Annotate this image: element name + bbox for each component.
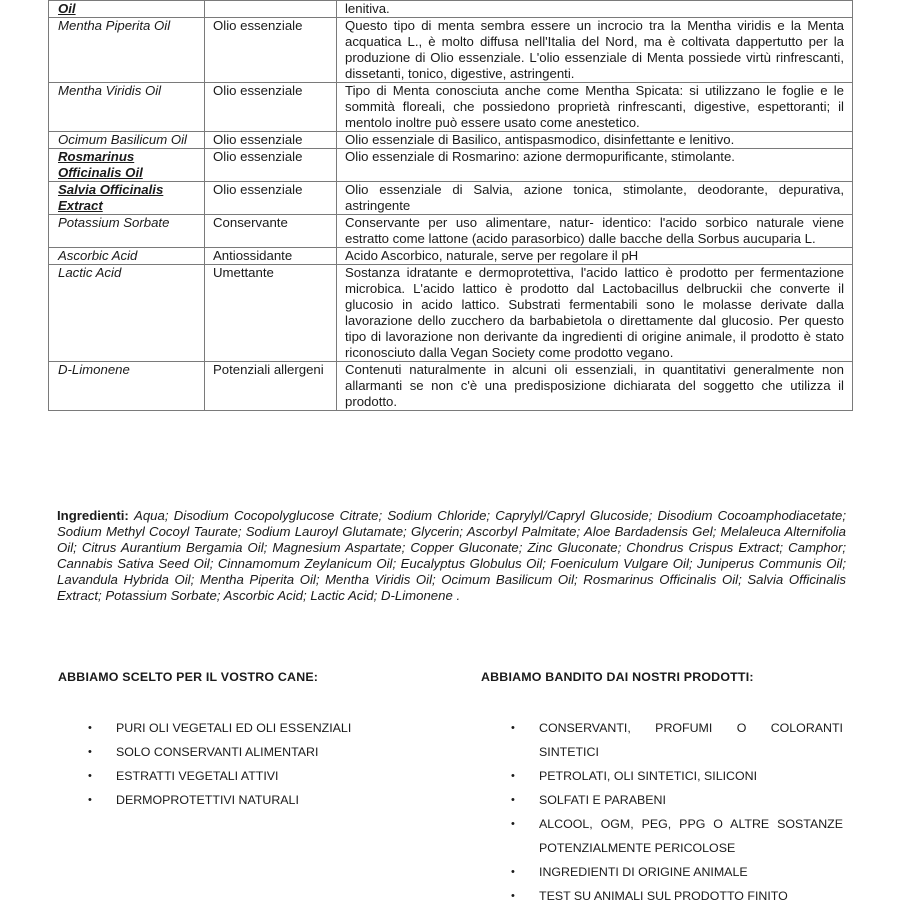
ingredients-paragraph — [57, 508, 846, 604]
ingredient-description: Tipo di Menta conosciuta anche come Mentha Spicata: si utilizzano le foglie e le sommità floreali, che possiedono proprietà rinfrescanti, digestive, espettoranti; il mentolo inoltre può essere usato come anestetico. — [337, 83, 853, 132]
ingredient-category: Antiossidante — [205, 248, 337, 265]
ingredients-table — [48, 0, 853, 411]
ingredient-category: Olio essenziale — [205, 132, 337, 149]
chosen-list — [58, 716, 438, 812]
ingredient-category: Olio essenziale — [205, 149, 337, 182]
list-item-text: SOLFATI E PARABENI — [539, 793, 666, 807]
banned-section — [481, 670, 843, 908]
bullet-icon: • — [88, 770, 92, 782]
table-row — [49, 1, 853, 18]
ingredient-category: Olio essenziale — [205, 18, 337, 83]
list-item-text: INGREDIENTI DI ORIGINE ANIMALE — [539, 865, 748, 879]
list-item-text: PETROLATI, OLI SINTETICI, SILICONI — [539, 769, 758, 783]
ingredients-label: Ingredienti: — [57, 508, 129, 524]
table-row — [49, 248, 853, 265]
chosen-section — [58, 670, 438, 812]
ingredient-category — [205, 1, 337, 18]
banned-heading: ABBIAMO BANDITO DAI NOSTRI PRODOTTI: — [481, 670, 754, 684]
list-item-text: PURI OLI VEGETALI ED OLI ESSENZIALI — [116, 721, 352, 735]
ingredient-name: Ascorbic Acid — [49, 248, 205, 265]
ingredient-name: Oil — [49, 1, 205, 18]
ingredient-name: Mentha Piperita Oil — [49, 18, 205, 83]
bullet-icon: • — [88, 746, 92, 758]
ingredient-description: Questo tipo di menta sembra essere un incrocio tra la Mentha viridis e la Menta acquatica L., è molto diffusa nell'Italia del Nord, ma è coltivata dappertutto per la produzione di Olio essenziale. L'olio essenziale di Menta possiede virtù rinfrescanti, dissetanti, tonico, digestive, astringenti. — [337, 18, 853, 83]
ingredients-list-text: Aqua; Disodium Cocopolyglucose Citrate; Sodium Chloride; Caprylyl/Capryl Glucoside; Disodium Cocoamphodiacetate; Sodium Methyl Cocoyl Taurate; Sodium Lauroyl Glutamate; Glycerin; Ascorbyl Palmitate; Aloe Bardadensis Gel; Melaleuca Alternifolia Oil; Citrus Aurantium Bergamia Oil; Magnesium Aspartate; Copper Gluconate; Zinc Gluconate; Chondrus Crispus Extract; Camphor; Cannabis Sativa Seed Oil; Cinnamomum Zeylanicum Oil; Eucalyptus Globulus Oil; Foeniculum Vulgare Oil; Juniperus Communis Oil; Lavandula Hybrida Oil; Mentha Piperita Oil; Mentha Viridis Oil; Ocimum Basilicum Oil; Rosmarinus Officinalis Oil; Salvia Officinalis Extract; Potassium Sorbate; Ascorbic Acid; Lactic Acid; D-Limonene . — [57, 508, 846, 604]
ingredient-name: Potassium Sorbate — [49, 215, 205, 248]
ingredient-description: Acido Ascorbico, naturale, serve per regolare il pH — [337, 248, 853, 265]
table-row — [49, 132, 853, 149]
table-row — [49, 265, 853, 362]
bullet-icon: • — [511, 818, 515, 830]
ingredient-category: Potenziali allergeni — [205, 362, 337, 411]
ingredient-description: Olio essenziale di Salvia, azione tonica, stimolante, deodorante, depurativa, astringente — [337, 182, 853, 215]
banned-list — [481, 716, 843, 908]
list-item-text: SOLO CONSERVANTI ALIMENTARI — [116, 745, 319, 759]
bullet-icon: • — [88, 722, 92, 734]
ingredient-name: D-Limonene — [49, 362, 205, 411]
ingredient-description: Olio essenziale di Basilico, antispasmodico, disinfettante e lenitivo. — [337, 132, 853, 149]
list-item — [481, 812, 843, 860]
list-item — [481, 884, 843, 908]
list-item-text: DERMOPROTETTIVI NATURALI — [116, 793, 299, 807]
ingredient-name: Lactic Acid — [49, 265, 205, 362]
bullet-icon: • — [511, 722, 515, 734]
ingredient-name: Salvia Officinalis Extract — [49, 182, 205, 215]
ingredient-description: Sostanza idratante e dermoprotettiva, l'acido lattico è prodotto per fermentazione microbica. L'acido lattico è prodotto dal Lactobacillus delbruckii che converte il glucosio in acido lattico. Substrati fermentabili sono le molasse derivate dalla lavorazione dello zucchero da barbabietola o direttamente dal glucosio. Per questo tipo di lavorazione non derivante da ingredienti di origine animale, il prodotto è stato riconosciuto dalla Vegan Society come prodotto vegano. — [337, 265, 853, 362]
ingredient-category: Olio essenziale — [205, 182, 337, 215]
chosen-heading: ABBIAMO SCELTO PER IL VOSTRO CANE: — [58, 670, 319, 684]
bullet-icon: • — [88, 794, 92, 806]
bullet-icon: • — [511, 866, 515, 878]
ingredient-category: Conservante — [205, 215, 337, 248]
list-item-text: TEST SU ANIMALI SUL PRODOTTO FINITO — [539, 889, 788, 903]
ingredient-name: Rosmarinus Officinalis Oil — [49, 149, 205, 182]
ingredient-description: Contenuti naturalmente in alcuni oli essenziali, in quantitativi generalmente non allarmanti se non c'è una predisposizione dichiarata del soggetto che utilizza il prodotto. — [337, 362, 853, 411]
ingredient-description: Olio essenziale di Rosmarino: azione dermopurificante, stimolante. — [337, 149, 853, 182]
list-item — [481, 716, 843, 764]
list-item-text: ALCOOL, OGM, PEG, PPG O ALTRE SOSTANZE POTENZIALMENTE PERICOLOSE — [539, 817, 843, 855]
list-item — [58, 764, 438, 788]
table-row — [49, 362, 853, 411]
bullet-icon: • — [511, 890, 515, 902]
table-row — [49, 182, 853, 215]
table-row — [49, 215, 853, 248]
ingredient-category: Olio essenziale — [205, 83, 337, 132]
list-item — [58, 788, 438, 812]
list-item — [481, 788, 843, 812]
table-row — [49, 18, 853, 83]
list-item — [58, 740, 438, 764]
list-item — [481, 764, 843, 788]
list-item-text: CONSERVANTI, PROFUMI O COLORANTI SINTETICI — [539, 721, 843, 759]
ingredient-description: lenitiva. — [337, 1, 853, 18]
bullet-icon: • — [511, 794, 515, 806]
list-item — [58, 716, 438, 740]
table-row — [49, 149, 853, 182]
bullet-icon: • — [511, 770, 515, 782]
ingredient-description: Conservante per uso alimentare, natur- identico: l'acido sorbico naturale viene estratto come lattone (acido parasorbico) dalle bacche della Sorbus aucuparia L. — [337, 215, 853, 248]
ingredients-table-body — [49, 1, 853, 411]
ingredient-category: Umettante — [205, 265, 337, 362]
ingredient-name: Ocimum Basilicum Oil — [49, 132, 205, 149]
table-row — [49, 83, 853, 132]
list-item — [481, 860, 843, 884]
ingredient-name: Mentha Viridis Oil — [49, 83, 205, 132]
list-item-text: ESTRATTI VEGETALI ATTIVI — [116, 769, 279, 783]
